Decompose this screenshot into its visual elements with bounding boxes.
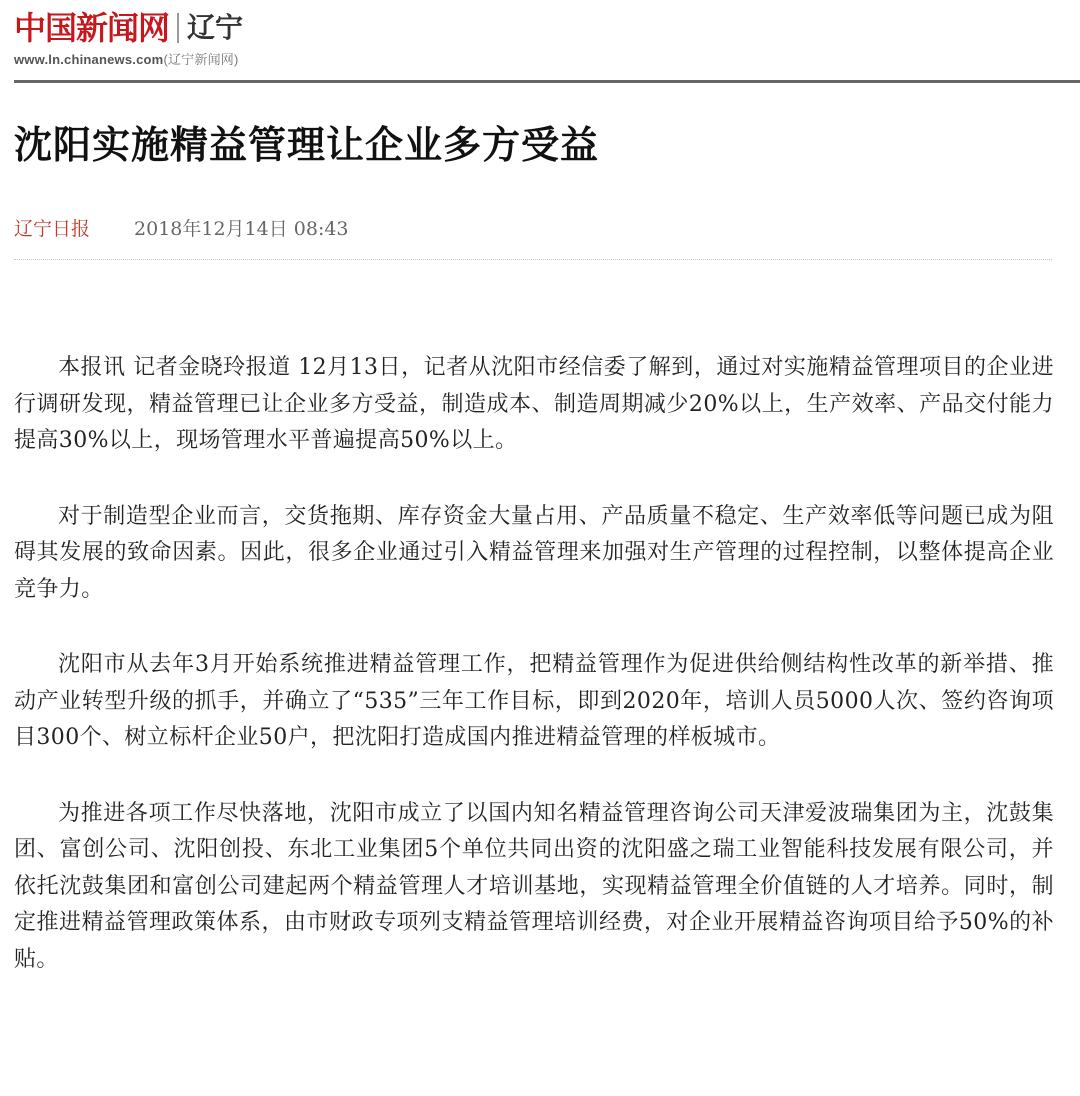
site-url-name: (辽宁新闻网) <box>163 52 239 67</box>
logo-divider <box>177 13 179 43</box>
logo-text: 中国新闻网 <box>14 9 170 47</box>
article-paragraph: 本报讯 记者金晓玲报道 12月13日，记者从沈阳市经信委了解到，通过对实施精益管理项目的企业进行调研发现，精益管理已让企业多方受益，制造成本、制造周期减少20%以上，生产效率、产品交付能力提高30%以上，现场管理水平普遍提高50%以上。 <box>14 355 1054 453</box>
meta-divider <box>14 259 1052 260</box>
header-divider <box>14 80 1080 83</box>
site-url <box>14 49 243 68</box>
logo-region: 辽宁 <box>187 11 244 44</box>
site-url-domain: www.ln.chinanews.com <box>14 52 164 67</box>
article-body <box>14 350 1054 1017</box>
article-title: 沈阳实施精益管理让企业多方受益 <box>14 123 600 167</box>
article-paragraph: 为推进各项工作尽快落地，沈阳市成立了以国内知名精益管理咨询公司天津爱波瑞集团为主，沈鼓集团、富创公司、沈阳创投、东北工业集团5个单位共同出资的沈阳盛之瑞工业智能科技发展有限公司，并依托沈鼓集团和富创公司建起两个精益管理人才培训基地，实现精益管理全价值链的人才培养。同时，制定推进精益管理政策体系，由市财政专项列支精益管理培训经费，对企业开展精益咨询项目给予50%的补贴。 <box>14 800 1054 972</box>
site-header <box>14 8 243 68</box>
article-paragraph: 对于制造型企业而言，交货拖期、库存资金大量占用、产品质量不稳定、生产效率低等问题已成为阻碍其发展的致命因素。因此，很多企业通过引入精益管理来加强对生产管理的过程控制，以整体提高企业竞争力。 <box>14 503 1054 602</box>
article-source[interactable]: 辽宁日报 <box>14 218 91 240</box>
article-date: 2018年12月14日 08:43 <box>134 218 349 240</box>
article-meta <box>14 214 349 244</box>
site-logo[interactable] <box>14 8 243 48</box>
article-paragraph: 沈阳市从去年3月开始系统推进精益管理工作，把精益管理作为促进供给侧结构性改革的新举措、推动产业转型升级的抓手，并确立了“535”三年工作目标，即到2020年，培训人员5000人次、签约咨询项目300个、树立标杆企业50户，把沈阳打造成国内推进精益管理的样板城市。 <box>14 652 1054 750</box>
